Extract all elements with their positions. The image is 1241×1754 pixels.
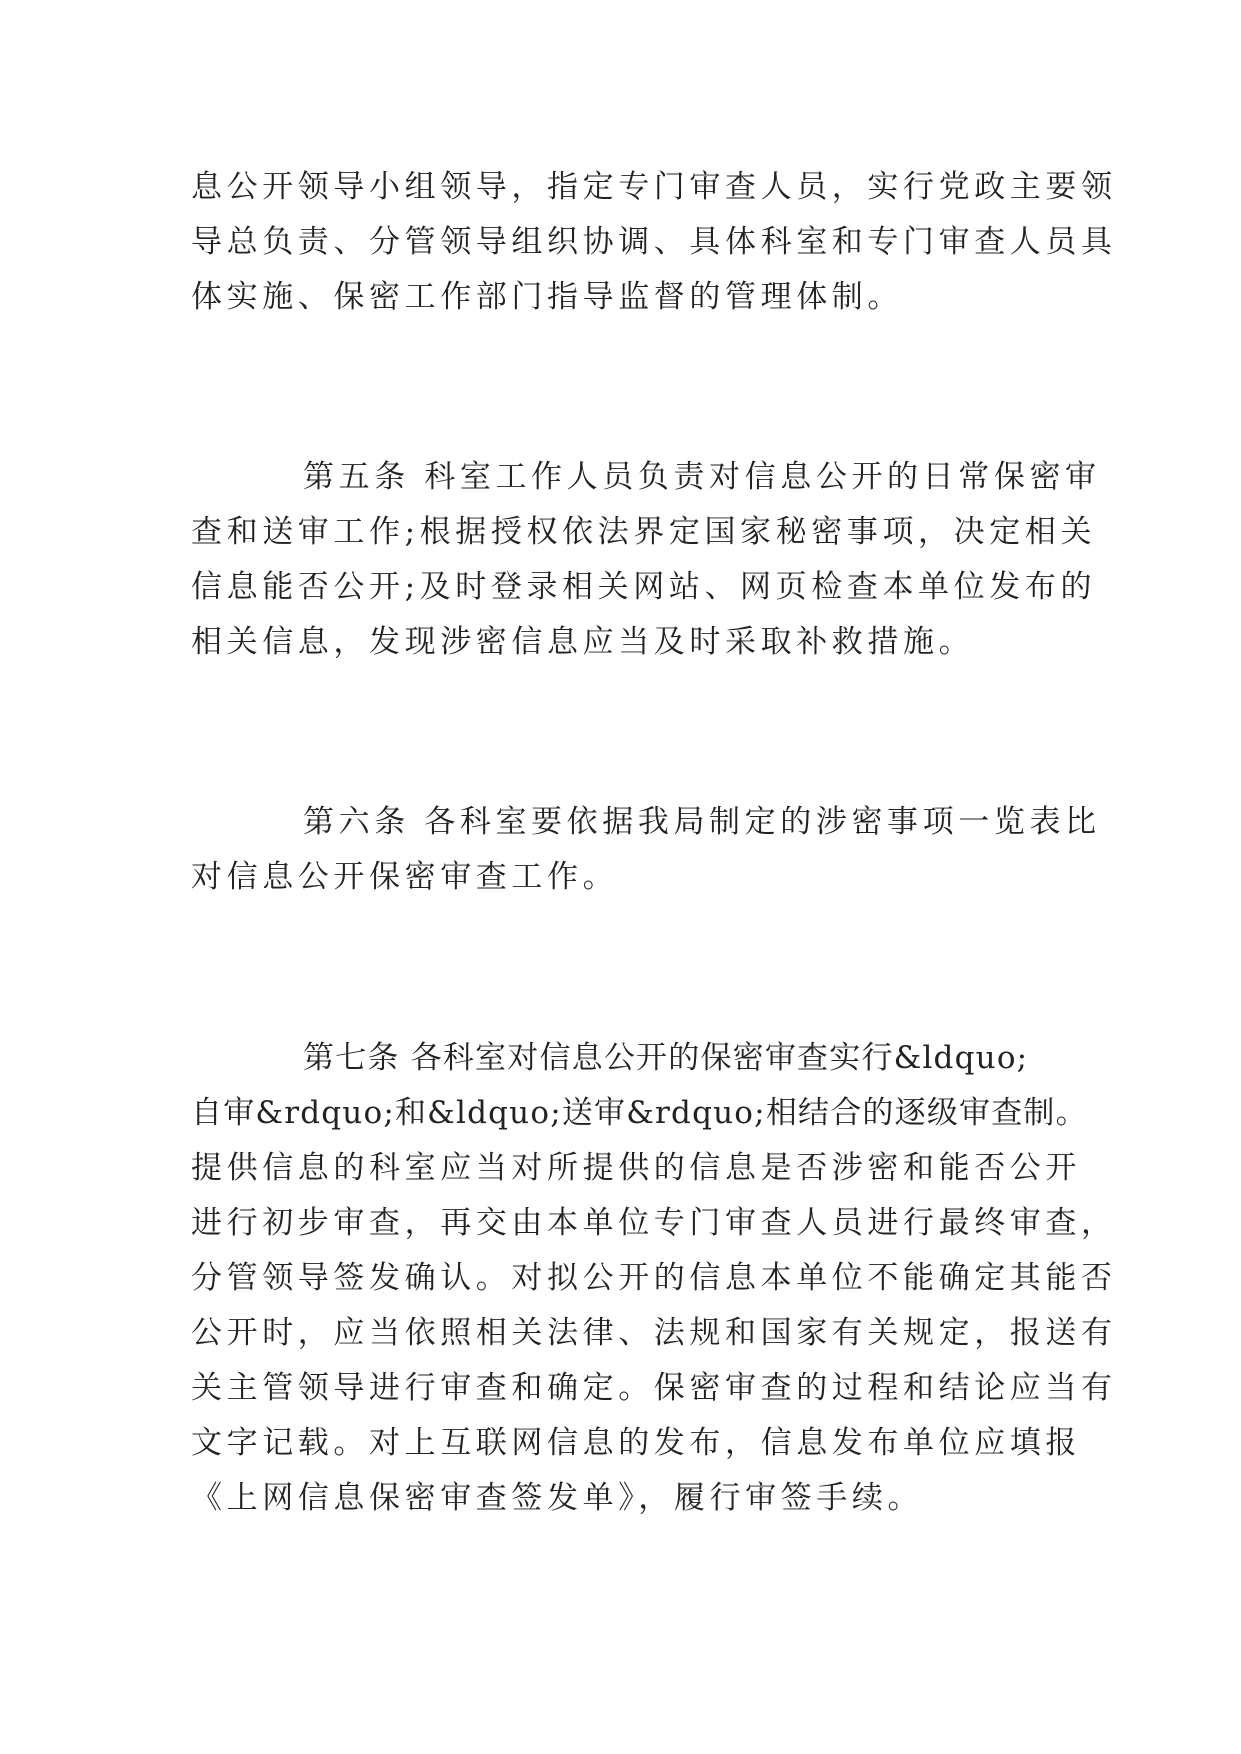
text-line: 第七条 各科室对信息公开的保密审查实行&ldquo; [303, 1040, 1029, 1076]
text-line: 息公开领导小组领导，指定专门审查人员，实行党政主要领 [191, 169, 1117, 205]
text-line: 查和送审工作;根据授权依法界定国家秘密事项，决定相关 [191, 514, 1097, 550]
text-line: 信息能否公开;及时登录相关网站、网页检查本单位发布的 [191, 569, 1097, 605]
text-line: 对信息公开保密审查工作。 [191, 859, 619, 895]
text-line: 进行初步审查，再交由本单位专门审查人员进行最终审查， [191, 1205, 1117, 1241]
article-7-paragraph [191, 1031, 1117, 1526]
text-line: 文字记载。对上互联网信息的发布，信息发布单位应填报 [191, 1425, 1081, 1461]
text-line: 第六条 各科室要依据我局制定的涉密事项一览表比 [303, 804, 1101, 840]
text-line: 提供信息的科室应当对所提供的信息是否涉密和能否公开 [191, 1150, 1081, 1186]
text-line: 关主管领导进行审查和确定。保密审查的过程和结论应当有 [191, 1370, 1117, 1406]
text-line: 《上网信息保密审查签发单》，履行审签手续。 [191, 1480, 924, 1516]
article-6-paragraph [191, 795, 1101, 905]
article-5-paragraph [191, 450, 1101, 670]
text-line: 相关信息，发现涉密信息应当及时采取补救措施。 [191, 624, 975, 660]
text-line: 公开时，应当依照相关法律、法规和国家有关规定，报送有 [191, 1315, 1117, 1351]
paragraph-continuation [191, 160, 1117, 325]
text-line: 导总负责、分管领导组织协调、具体科室和专门审查人员具 [191, 224, 1117, 260]
text-line: 第五条 科室工作人员负责对信息公开的日常保密审 [303, 459, 1101, 495]
text-line: 体实施、保密工作部门指导监督的管理体制。 [191, 279, 903, 315]
text-line: 自审&rdquo;和&ldquo;送审&rdquo;相结合的逐级审查制。 [191, 1095, 1088, 1131]
text-line: 分管领导签发确认。对拟公开的信息本单位不能确定其能否 [191, 1260, 1117, 1296]
